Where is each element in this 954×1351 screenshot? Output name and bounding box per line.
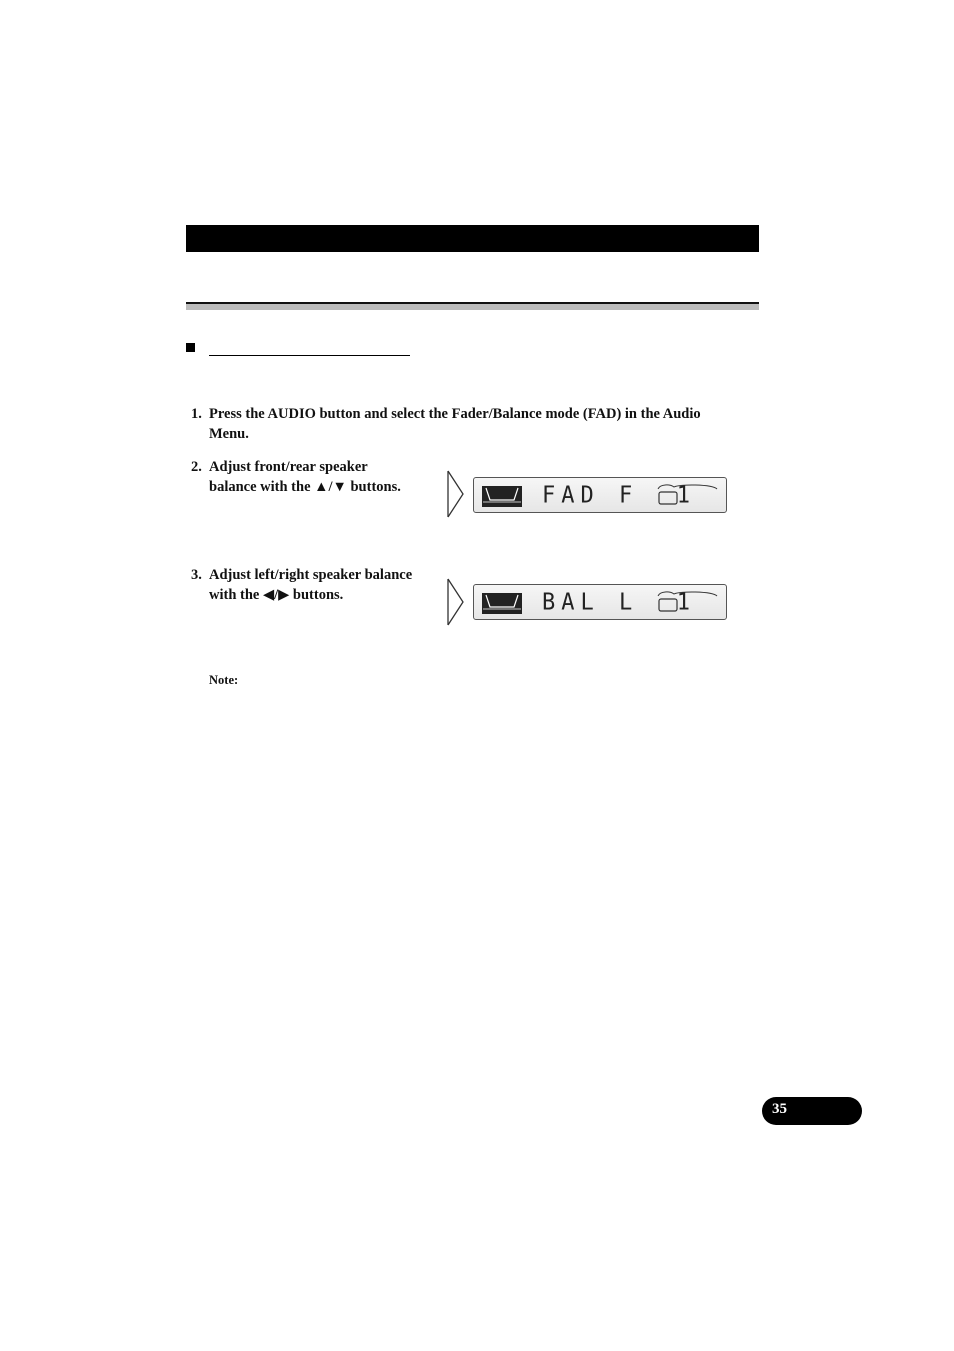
step-3 bbox=[191, 566, 451, 606]
step-text-line2: Menu. bbox=[209, 425, 249, 442]
step-1 bbox=[191, 405, 761, 445]
note-label: Note: bbox=[209, 673, 239, 687]
lcd-readout: BAL L 1 bbox=[542, 589, 696, 616]
page-number: 35 bbox=[772, 1101, 787, 1117]
step-number: 1. bbox=[191, 406, 202, 422]
step-text-line2: balance with the ▲/▼ buttons. bbox=[209, 478, 401, 495]
square-bullet-icon bbox=[186, 343, 195, 352]
step-text-line2: with the ◀/▶ buttons. bbox=[209, 586, 344, 603]
step-text-line1: Press the AUDIO button and select the Fader/Balance mode (FAD) in the Audio bbox=[209, 406, 701, 422]
section-header-bar bbox=[186, 225, 759, 252]
page-number-badge bbox=[762, 1097, 862, 1125]
lcd-display-fader bbox=[473, 477, 727, 513]
chevron-right-icon bbox=[446, 470, 466, 518]
step-2 bbox=[191, 458, 441, 498]
lcd-readout: FAD F 1 bbox=[542, 482, 696, 509]
step-number: 2. bbox=[191, 459, 202, 475]
lcd-display-balance bbox=[473, 584, 727, 620]
step-text-line1: Adjust left/right speaker balance bbox=[209, 567, 413, 583]
chevron-right-icon bbox=[446, 578, 466, 626]
section-title-rule bbox=[186, 302, 759, 310]
step-number: 3. bbox=[191, 567, 202, 583]
step-text-line1: Adjust front/rear speaker bbox=[209, 459, 368, 475]
subsection-underline bbox=[209, 355, 410, 356]
